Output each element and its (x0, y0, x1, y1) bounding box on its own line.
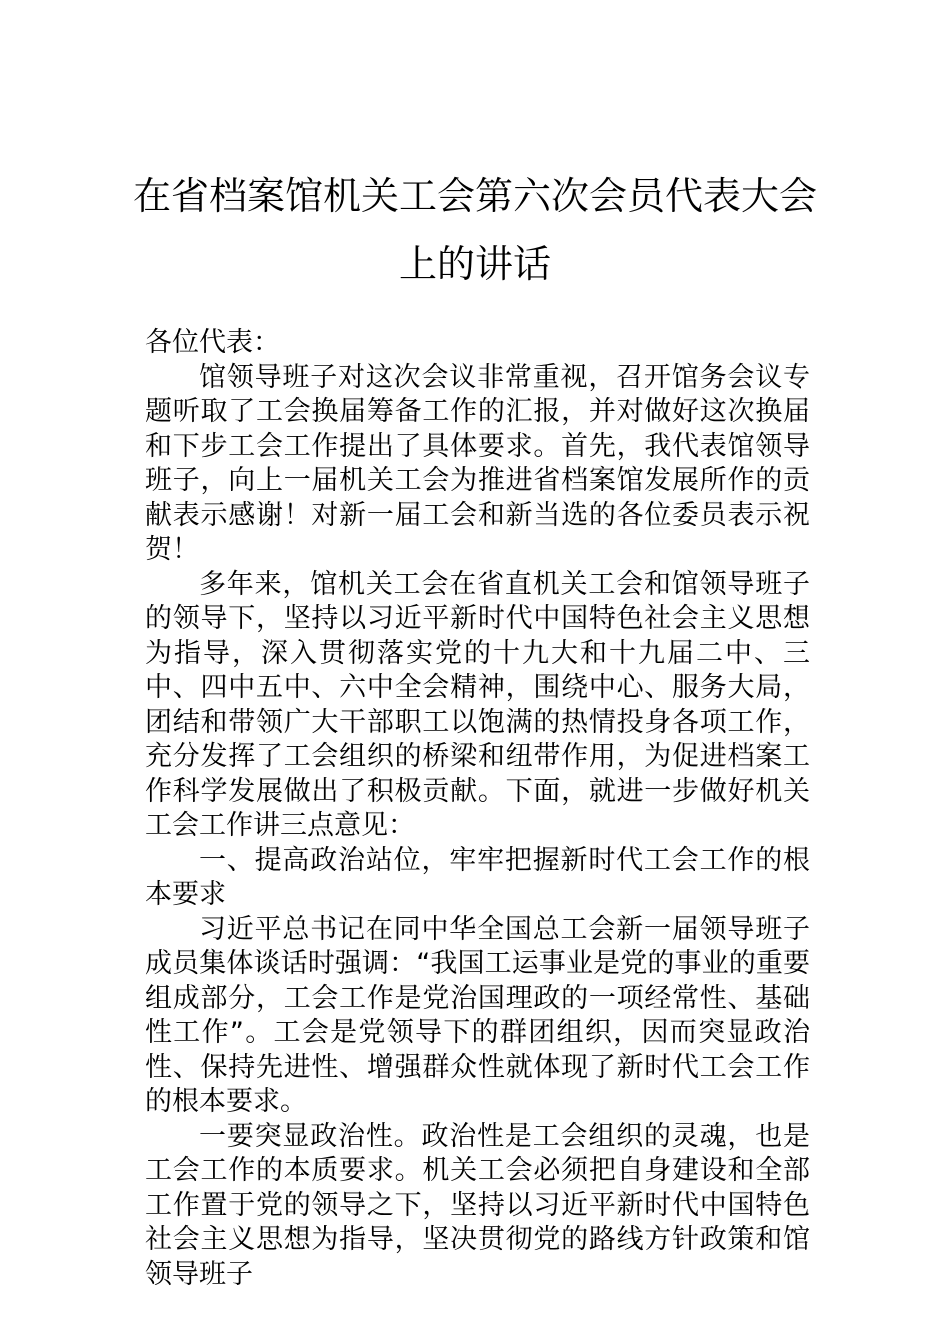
paragraph-thanks: 馆领导班子对这次会议非常重视，召开馆务会议专题听取了工会换届筹备工作的汇报，并对做好这次换届和下步工会工作提出了具体要求。首先，我代表馆领导班子，向上一届机关工会为推进省档案馆发展所作的贡献表示感谢！对新一届工会和新当选的各位委员表示祝贺！ (145, 361, 810, 565)
section-heading-one: 一、提高政治站位，牢牢把握新时代工会工作的根本要求 (145, 844, 810, 910)
paragraph-quote: 习近平总书记在同中华全国总工会新一届领导班子成员集体谈话时强调：“我国工运事业是党的事业的重要组成部分，工会工作是党治国理政的一项经常性、基础性工作”。工会是党领导下的群团组织，因而突显政治性、保持先进性、增强群众性就体现了新时代工会工作的根本要求。 (145, 913, 810, 1117)
paragraph-review: 多年来，馆机关工会在省直机关工会和馆领导班子的领导下，坚持以习近平新时代中国特色社会主义思想为指导，深入贯彻落实党的十九大和十九届二中、三中、四中五中、六中全会精神，围绕中心、服务大局，团结和带领广大干部职工以饱满的热情投身各项工作，充分发挥了工会组织的桥梁和纽带作用，为促进档案工作科学发展做出了积极贡献。下面，就进一步做好机关工会工作讲三点意见： (145, 568, 810, 841)
salutation: 各位代表： (145, 327, 280, 358)
document-title: 在省档案馆机关工会第六次会员代表大会上的讲话 (132, 174, 817, 286)
document-body (145, 326, 810, 1292)
paragraph-politics: 一要突显政治性。政治性是工会组织的灵魂，也是工会工作的本质要求。机关工会必须把自身建设和全部工作置于党的领导之下，坚持以习近平新时代中国特色社会主义思想为指导，坚决贯彻党的路线方针政策和馆领导班子 (145, 1120, 810, 1290)
